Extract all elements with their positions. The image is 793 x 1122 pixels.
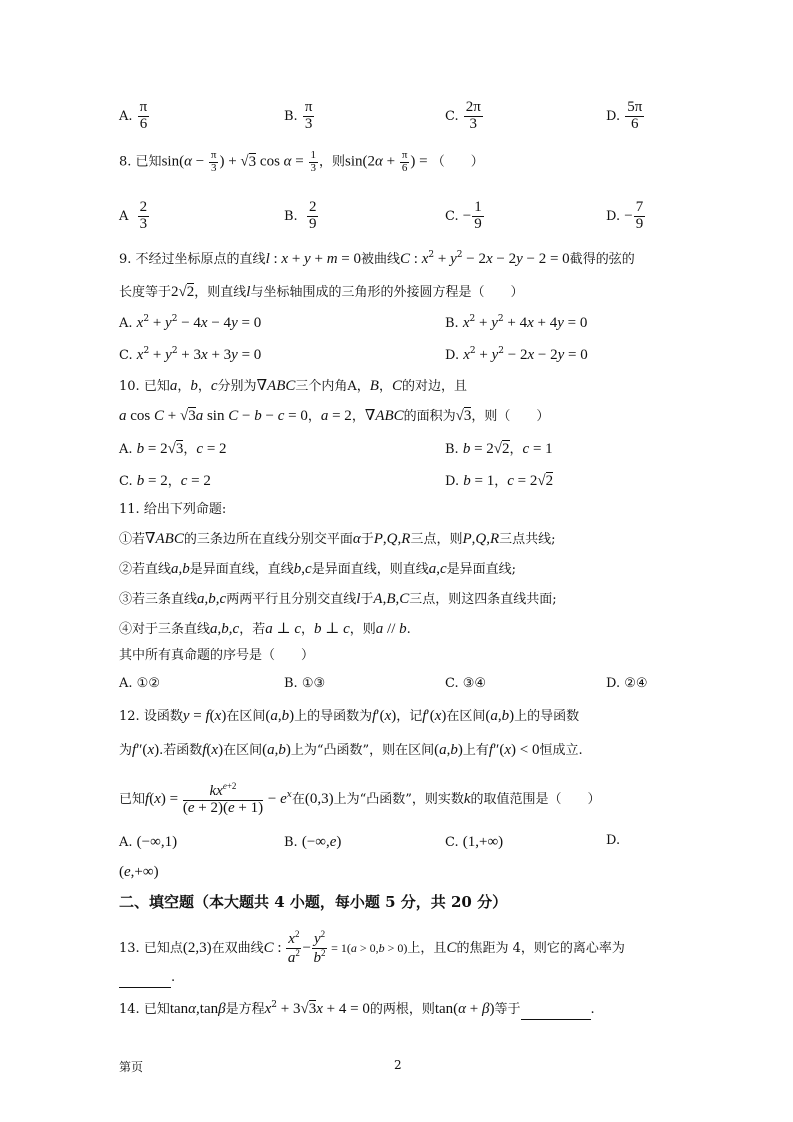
q11-intro: 11. 给出下列命题: — [119, 502, 227, 517]
q9-stem-line1: 9. 不经过坐标原点的直线l : x + y + m = 0被曲线C : $x^2 + y^2 - 2x - 2y - 2 = 0$截得的弦的 — [119, 250, 635, 267]
q13-stem: 13. 已知点(2,3)在双曲线C : $\frac{x^2}{a^2}$ − $\frac{y^2}{b^2}$ = 1(a > 0,b > 0)上，且C的焦距为 4，则它的离心率为 — [119, 929, 625, 966]
q11-option-a: A. ①② — [119, 676, 160, 691]
q13-answer-line: . — [119, 970, 175, 988]
q10-option-a: A. b = 2√3，c = 2 — [119, 441, 227, 457]
q10-stem-line2: a cos C + √3a sin C − b − c = 0，a = 2，∇ABC的面积为√3，则（ ） — [119, 408, 550, 424]
q7-option-d: D. $\frac{5\pi}{6}$ — [606, 99, 643, 132]
q7-option-c-fraction: $\frac{2\pi}{3}$ — [465, 99, 481, 132]
q11-proposition-4: ④对于三条直线a,b,c，若a ⊥ c，b ⊥ c，则a // b. — [119, 621, 411, 637]
q10-option-b: B. b = 2√2，c = 1 — [445, 441, 553, 457]
q9-option-b: B. $x^2 + y^2 + 4x + 4y = 0$ — [445, 314, 588, 331]
q7-option-b: B. $\frac{\pi}{3}$ — [284, 99, 313, 132]
q12-stem-line3: 已知f(x) = $\frac{kx^{e+2}}{(e + 2)(e + 1)}$ − $e^x$在(0,3)上为“凸函数”，则实数k的取值范围是（ ） — [119, 781, 601, 816]
q12-stem-line1: 12. 设函数y = f(x)在区间(a,b)上的导函数为f′(x)，记f′(x)在区间(a,b)上的导函数 — [119, 708, 580, 724]
q11-proposition-3: ③若三条直线a,b,c两两平行且分别交直线l于A,B,C三点，则这四条直线共面; — [119, 591, 557, 607]
q9-option-c: C. $x^2 + y^2 + 3x + 3y = 0$ — [119, 346, 262, 363]
q9-option-d: D. $x^2 + y^2 - 2x - 2y = 0$ — [445, 346, 588, 363]
q10-option-d: D. b = 1，c = 2√2 — [445, 473, 554, 489]
q8-option-d: D. − $\frac{7}{9}$ — [606, 199, 644, 232]
q12-option-c: C. (1,+∞) — [445, 834, 504, 850]
q8-option-a: A $\frac{2}{3}$ — [119, 199, 148, 232]
q12-option-d: D. — [606, 833, 621, 848]
q12-option-d-value: (e,+∞) — [119, 864, 159, 880]
q12-option-b: B. (−∞,e) — [284, 834, 342, 850]
q9-stem-line2: 长度等于2√2，则直线l与坐标轴围成的三角形的外接圆方程是（ ） — [119, 284, 524, 300]
q7-option-c: C. $\frac{2\pi}{3}$ — [445, 99, 481, 132]
footer-left: 第页 — [119, 1060, 144, 1074]
q7-option-d-fraction: $\frac{5\pi}{6}$ — [627, 99, 643, 132]
q11-option-d: D. ②④ — [606, 676, 648, 691]
q12-stem-line2: 为f″(x).若函数f(x)在区间(a,b)上为“凸函数”，则在区间(a,b)上有f″(x) < 0恒成立. — [119, 742, 583, 758]
page-number: 2 — [394, 1058, 402, 1072]
q14-stem: 14. 已知tanα,tanβ是方程$x^2 + 3√3x + 4 = 0$的两根，则tan(α + β)等于 . — [119, 1000, 595, 1020]
q8-option-c: C. − $\frac{1}{9}$ — [445, 199, 482, 232]
q11-question: 其中所有真命题的序号是（ ） — [119, 648, 315, 663]
q7-option-a: A. $\frac{\pi}{6}$ — [119, 99, 148, 132]
q11-proposition-2: ②若直线a,b是异面直线，直线b,c是异面直线，则直线a,c是异面直线; — [119, 561, 517, 577]
q10-option-c: C. b = 2，c = 2 — [119, 473, 211, 489]
q13-answer-blank[interactable] — [119, 970, 171, 988]
q8-option-b: B. $\frac{2}{9}$ — [284, 199, 317, 232]
q11-option-c: C. ③④ — [445, 676, 487, 691]
q12-option-a: A. (−∞,1) — [119, 834, 178, 850]
q8-stem: 8. 已知sin(α − $\frac{\pi}{3}$ ) + √3 cos α = $\frac{1}{3}$ ，则sin(2α + $\frac{\pi}{6}$ ) = （ ） — [119, 149, 484, 174]
q14-answer-blank[interactable] — [521, 1002, 591, 1020]
q11-option-b: B. ①③ — [284, 676, 326, 691]
q10-stem-line1: 10. 已知a，b，c分别为∇ABC三个内角A，B，C的对边，且 — [119, 378, 468, 394]
q11-proposition-1: ①若∇ABC的三条边所在直线分别交平面α于P,Q,R三点，则P,Q,R三点共线; — [119, 531, 556, 547]
q9-option-a: A. $x^2 + y^2 - 4x - 4y = 0$ — [119, 314, 262, 331]
q7-option-a-fraction: $\frac{\pi}{6}$ — [139, 99, 148, 132]
section-title: 二、填空题（本大题共 4 小题，每小题 5 分，共 20 分） — [119, 893, 508, 911]
q7-option-b-fraction: $\frac{\pi}{3}$ — [304, 99, 313, 132]
